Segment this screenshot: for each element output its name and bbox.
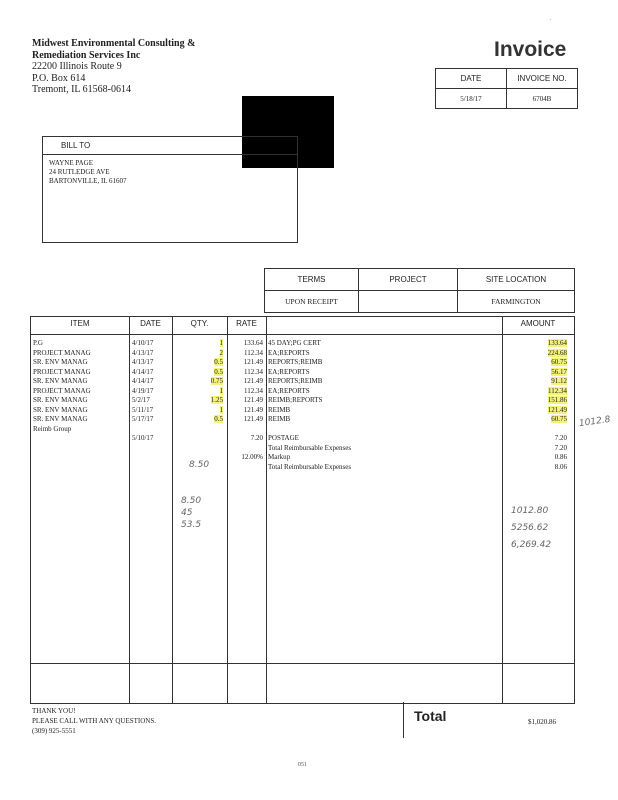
site-location-label: SITE LOCATION bbox=[458, 269, 575, 291]
address-line: Tremont, IL 61568-0614 bbox=[32, 84, 131, 95]
date-cell: 5/17/17 bbox=[132, 415, 154, 423]
amount-cell: 151.86 bbox=[547, 396, 567, 404]
terms-value: UPON RECEIPT bbox=[265, 291, 359, 313]
qty-cell: 1 bbox=[219, 339, 223, 347]
bill-to-label: BILL TO bbox=[43, 137, 297, 155]
address-line: P.O. Box 614 bbox=[32, 72, 86, 84]
description-cell: Markup bbox=[268, 453, 291, 461]
bill-to-line: WAYNE PAGE bbox=[49, 159, 94, 167]
description-column bbox=[268, 339, 351, 472]
date-cell: 4/13/17 bbox=[132, 348, 154, 357]
qty-column-header: QTY. bbox=[190, 319, 209, 328]
item-cell: SR. ENV MANAG bbox=[33, 396, 88, 404]
date-cell: 4/10/17 bbox=[132, 339, 154, 347]
qty-cell: 2 bbox=[219, 348, 223, 357]
handwritten-line: 53.5 bbox=[181, 520, 202, 530]
amount-cell: 112.34 bbox=[548, 386, 567, 395]
bill-to-box bbox=[42, 136, 298, 243]
description-cell: REIMB bbox=[268, 415, 291, 423]
rate-column-header: RATE bbox=[236, 319, 257, 328]
site-location-value: FARMINGTON bbox=[458, 291, 575, 313]
handwritten-margin-note: 1012.8 bbox=[578, 414, 612, 430]
description-cell: REPORTS;REIMB bbox=[268, 358, 323, 366]
description-cell: 45 DAY;PG CERT bbox=[268, 339, 321, 347]
rate-column bbox=[231, 339, 263, 463]
company-name-line: Midwest Environmental Consulting & bbox=[32, 38, 196, 49]
date-column-header: DATE bbox=[140, 319, 161, 328]
description-cell: EA;REPORTS bbox=[268, 367, 310, 376]
handwritten-line: 6,269.42 bbox=[511, 540, 552, 550]
bill-to-address bbox=[49, 159, 127, 186]
amount-cell: 121.49 bbox=[547, 405, 567, 414]
amount-cell: 7.20 bbox=[554, 443, 567, 452]
date-cell: 5/2/17 bbox=[132, 396, 150, 404]
rate-cell: 112.34 bbox=[244, 348, 263, 357]
rate-cell: 121.49 bbox=[243, 377, 263, 385]
project-value bbox=[359, 291, 458, 313]
qty-cell: 1 bbox=[219, 386, 223, 395]
qty-column bbox=[201, 339, 223, 425]
item-cell: SR. ENV MANAG bbox=[33, 415, 88, 423]
item-cell: SR. ENV MANAG bbox=[33, 358, 88, 366]
footer-message bbox=[32, 706, 156, 736]
date-cell: 5/11/17 bbox=[132, 405, 154, 414]
description-cell: REIMB bbox=[268, 405, 291, 414]
amount-cell: 0.86 bbox=[554, 453, 567, 461]
handwritten-totals bbox=[511, 503, 551, 554]
date-cell: 5/10/17 bbox=[132, 434, 154, 442]
item-column-header: ITEM bbox=[70, 319, 90, 328]
item-cell: Reimb Group bbox=[33, 424, 72, 433]
bill-to-line: 24 RUTLEDGE AVE bbox=[49, 168, 110, 176]
rate-cell: 121.49 bbox=[243, 405, 263, 414]
footer-line: PLEASE CALL WITH ANY QUESTIONS. bbox=[32, 717, 156, 725]
handwritten-line: 1012.80 bbox=[511, 506, 549, 516]
handwritten-line: 5256.62 bbox=[511, 523, 549, 533]
rate-cell: 121.49 bbox=[243, 415, 263, 423]
rate-cell: 7.20 bbox=[250, 434, 263, 442]
rate-cell: 112.34 bbox=[244, 367, 263, 376]
description-cell: REIMB;REPORTS bbox=[268, 396, 323, 404]
invoice-number: 6704B bbox=[507, 89, 578, 109]
amount-cell: 8.06 bbox=[554, 462, 567, 471]
amount-cell: 91.12 bbox=[551, 377, 567, 385]
amount-column-header: AMOUNT bbox=[520, 319, 556, 328]
total-label: Total bbox=[414, 708, 447, 724]
bill-to-line: BARTONVILLE, IL 61607 bbox=[49, 177, 127, 185]
date-cell: 4/14/17 bbox=[132, 377, 154, 385]
amount-cell: 133.64 bbox=[547, 339, 567, 347]
company-name-line: Remediation Services Inc bbox=[32, 49, 141, 61]
rate-cell: 112.34 bbox=[244, 386, 263, 395]
total-amount: $1,020.86 bbox=[528, 718, 556, 726]
date-column bbox=[132, 339, 153, 444]
qty-cell: 0.75 bbox=[210, 377, 223, 385]
line-items-table bbox=[30, 316, 612, 704]
markup-rate-cell: 12.00% bbox=[241, 453, 263, 461]
company-block bbox=[32, 38, 232, 96]
qty-cell: 1.25 bbox=[210, 396, 223, 404]
item-cell: PROJECT MANAG bbox=[33, 348, 91, 357]
terms-table bbox=[264, 268, 575, 313]
rate-cell: 121.49 bbox=[243, 358, 263, 366]
amount-cell: 60.75 bbox=[551, 358, 567, 366]
item-cell: P.G bbox=[33, 339, 43, 347]
date-cell: 4/14/17 bbox=[132, 367, 154, 376]
amount-cell: 56.17 bbox=[551, 367, 567, 376]
corner-mark: . bbox=[550, 16, 552, 22]
invoice-date: 5/18/17 bbox=[436, 89, 507, 109]
amount-cell: 224.68 bbox=[547, 348, 567, 357]
item-cell: PROJECT MANAG bbox=[33, 386, 91, 395]
rate-cell: 121.49 bbox=[243, 396, 263, 404]
amount-column bbox=[511, 339, 567, 472]
invoice-title: Invoice bbox=[494, 38, 567, 61]
page-mark: 051 bbox=[298, 762, 307, 768]
footer-line: (309) 925-5551 bbox=[32, 727, 76, 735]
item-cell: SR. ENV MANAG bbox=[33, 405, 88, 414]
description-cell: Total Reimbursable Expenses bbox=[268, 443, 352, 452]
qty-cell: 1 bbox=[219, 405, 223, 414]
address-line: 22200 Illinois Route 9 bbox=[32, 61, 122, 72]
amount-cell: 7.20 bbox=[554, 434, 567, 442]
description-cell: POSTAGE bbox=[268, 434, 299, 442]
handwritten-line: 45 bbox=[181, 508, 193, 518]
rate-cell: 133.64 bbox=[243, 339, 263, 347]
item-cell: SR. ENV MANAG bbox=[33, 377, 88, 385]
qty-cell: 0.5 bbox=[214, 358, 223, 366]
qty-cell: 0.5 bbox=[214, 367, 223, 376]
description-cell: Total Reimbursable Expenses bbox=[268, 462, 352, 471]
date-cell: 4/19/17 bbox=[132, 386, 154, 395]
invoice-meta-table bbox=[435, 68, 578, 109]
date-label: DATE bbox=[436, 69, 507, 89]
date-cell: 4/13/17 bbox=[132, 358, 154, 366]
description-cell: REPORTS;REIMB bbox=[268, 377, 323, 385]
terms-label: TERMS bbox=[265, 269, 359, 291]
invoice-number-label: INVOICE NO. bbox=[507, 69, 578, 89]
handwritten-calculation bbox=[181, 495, 201, 531]
amount-cell: 60.75 bbox=[551, 415, 567, 423]
handwritten-line: 8.50 bbox=[181, 496, 202, 506]
description-cell: EA;REPORTS bbox=[268, 348, 310, 357]
qty-cell: 0.5 bbox=[214, 415, 223, 423]
item-column bbox=[33, 339, 91, 434]
project-label: PROJECT bbox=[359, 269, 458, 291]
item-cell: PROJECT MANAG bbox=[33, 367, 91, 376]
description-cell: EA;REPORTS bbox=[268, 386, 310, 395]
footer-line: THANK YOU! bbox=[32, 707, 76, 715]
handwritten-qty-note: 8.50 bbox=[189, 460, 210, 470]
